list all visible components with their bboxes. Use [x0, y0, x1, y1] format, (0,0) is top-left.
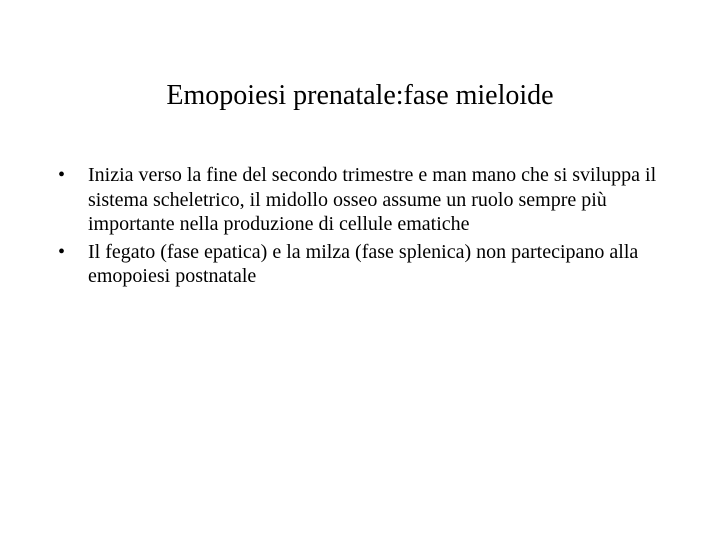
bullet-marker: • [58, 240, 66, 263]
bullet-text: Inizia verso la fine del secondo trimestre e man mano che si sviluppa il sistema scheletrico, il midollo osseo assume un ruolo sempre più importante nella produzione di cellule ematiche [88, 164, 657, 235]
bullet-list [58, 163, 668, 292]
bullet-item [58, 163, 668, 237]
bullet-text: Il fegato (fase epatica) e la milza (fase splenica) non partecipano alla emopoiesi postnatale [88, 240, 639, 287]
bullet-item [58, 240, 668, 289]
slide-title: Emopoiesi prenatale:fase mieloide [166, 80, 554, 111]
bullet-marker: • [58, 164, 66, 186]
